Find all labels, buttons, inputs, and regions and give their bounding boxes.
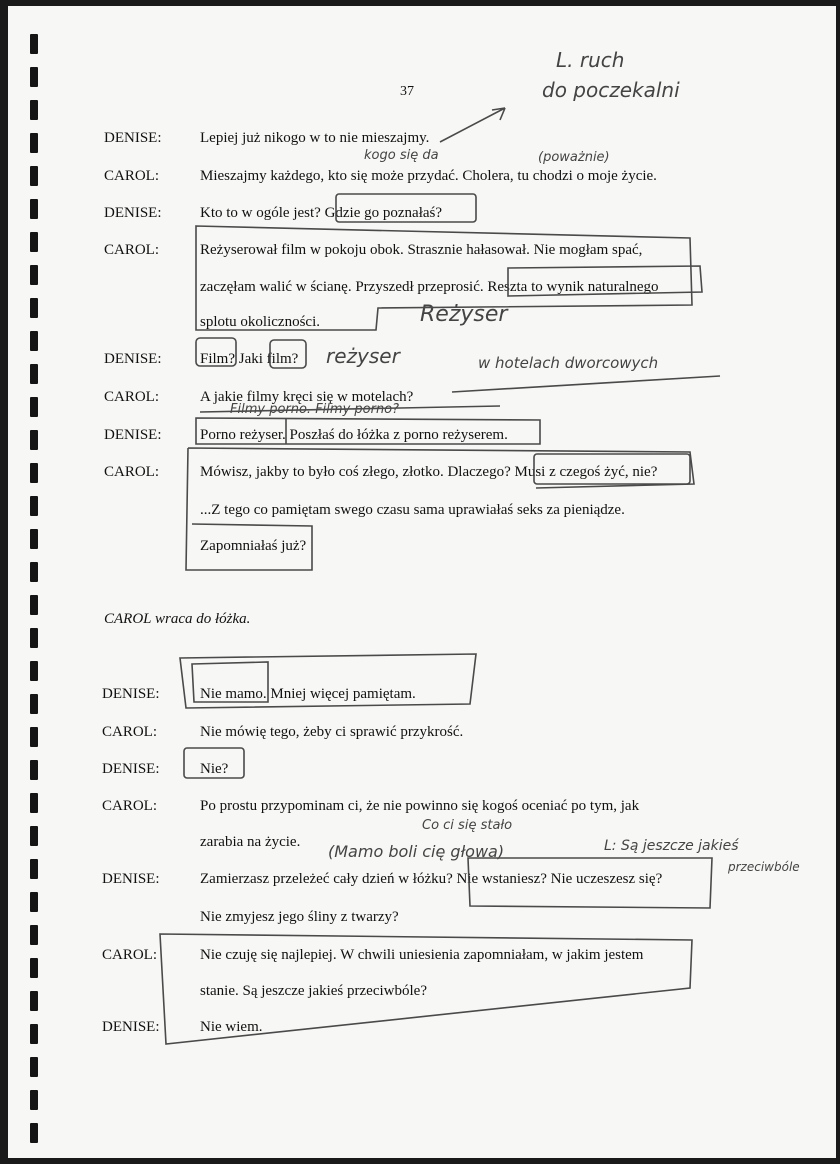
- handwritten-note: Filmy porno. Filmy porno?: [230, 402, 400, 417]
- binding-hole: [30, 1090, 38, 1110]
- dialogue-line: zaczęłam walić w ścianę. Przyszedł przeprosić. Reszta to wynik naturalnego: [200, 279, 659, 295]
- binding-hole: [30, 430, 38, 450]
- binding-hole: [30, 67, 38, 87]
- handwritten-note: Co ci się stało: [422, 818, 513, 833]
- handwritten-note: L: Są jeszcze jakieś: [604, 838, 739, 854]
- binding-hole: [30, 991, 38, 1011]
- speaker-label: DENISE:: [102, 761, 160, 777]
- binding-hole: [30, 166, 38, 186]
- speaker-label: CAROL:: [102, 724, 158, 740]
- dialogue-line: Nie?: [200, 761, 229, 777]
- binding-hole: [30, 694, 38, 714]
- speaker-label: CAROL:: [102, 947, 158, 963]
- binding-hole: [30, 100, 38, 120]
- binding-hole: [30, 364, 38, 384]
- dialogue-line: Nie wiem.: [200, 1019, 263, 1035]
- handwritten-note: Reżyser: [420, 302, 508, 327]
- dialogue-line: splotu okoliczności.: [200, 314, 320, 330]
- stage-direction: CAROL wraca do łóżka.: [104, 611, 251, 627]
- binding-holes: [30, 34, 40, 1154]
- binding-hole: [30, 463, 38, 483]
- binding-hole: [30, 826, 38, 846]
- binding-hole: [30, 760, 38, 780]
- handwritten-note: reżyser: [326, 344, 400, 368]
- dialogue-line: Nie zmyjesz jego śliny z twarzy?: [200, 909, 399, 925]
- speaker-label: DENISE:: [102, 686, 160, 702]
- binding-hole: [30, 727, 38, 747]
- dialogue-line: Zapomniałaś już?: [200, 538, 307, 554]
- speaker-label: CAROL:: [104, 242, 160, 258]
- script-page: [8, 6, 836, 1158]
- dialogue-line: ...Z tego co pamiętam swego czasu sama uprawiałaś seks za pieniądze.: [200, 502, 625, 518]
- binding-hole: [30, 133, 38, 153]
- dialogue-line: Reżyserował film w pokoju obok. Strasznie hałasował. Nie mogłam spać,: [200, 242, 643, 258]
- binding-hole: [30, 661, 38, 681]
- speaker-label: DENISE:: [104, 130, 162, 146]
- binding-hole: [30, 562, 38, 582]
- speaker-label: CAROL:: [102, 798, 158, 814]
- binding-hole: [30, 529, 38, 549]
- binding-hole: [30, 34, 38, 54]
- binding-hole: [30, 199, 38, 219]
- page-number: 37: [400, 84, 414, 99]
- binding-hole: [30, 859, 38, 879]
- dialogue-line: Lepiej już nikogo w to nie mieszajmy.: [200, 130, 430, 146]
- binding-hole: [30, 595, 38, 615]
- handwritten-note: L. ruch: [556, 48, 625, 72]
- handwritten-note: (Mamo boli cię głowa): [328, 842, 505, 861]
- binding-hole: [30, 1024, 38, 1044]
- handwritten-note: (poważnie): [538, 150, 610, 165]
- speaker-label: CAROL:: [104, 389, 160, 405]
- speaker-label: CAROL:: [104, 464, 160, 480]
- handwritten-note: kogo się da: [364, 148, 439, 163]
- handwritten-note: w hotelach dworcowych: [478, 354, 659, 372]
- dialogue-line: Mówisz, jakby to było coś złego, złotko. Dlaczego? Musi z czegoś żyć, nie?: [200, 464, 658, 480]
- dialogue-line: A jakie filmy kręci się w motelach?: [200, 389, 414, 405]
- dialogue-line: zarabia na życie.: [200, 834, 301, 850]
- binding-hole: [30, 397, 38, 417]
- dialogue-line: Zamierzasz przeleżeć cały dzień w łóżku? Nie wstaniesz? Nie uczeszesz się?: [200, 871, 663, 887]
- binding-hole: [30, 331, 38, 351]
- dialogue-line: Porno reżyser. Poszłaś do łóżka z porno reżyserem.: [200, 427, 508, 443]
- dialogue-line: Nie mówię tego, żeby ci sprawić przykrość.: [200, 724, 464, 740]
- handwritten-note: do poczekalni: [542, 78, 680, 102]
- binding-hole: [30, 958, 38, 978]
- speaker-label: CAROL:: [104, 168, 160, 184]
- dialogue-line: Po prostu przypominam ci, że nie powinno się kogoś oceniać po tym, jak: [200, 798, 640, 814]
- dialogue-line: Kto to w ogóle jest? Gdzie go poznałaś?: [200, 205, 443, 221]
- speaker-label: DENISE:: [102, 1019, 160, 1035]
- dialogue-line: Nie czuję się najlepiej. W chwili uniesienia zapomniałam, w jakim jestem: [200, 947, 644, 963]
- dialogue-line: Mieszajmy każdego, kto się może przydać. Cholera, tu chodzi o moje życie.: [200, 168, 657, 184]
- dialogue-line: stanie. Są jeszcze jakieś przeciwbóle?: [200, 983, 427, 999]
- binding-hole: [30, 232, 38, 252]
- dialogue-line: Nie mamo. Mniej więcej pamiętam.: [200, 686, 416, 702]
- handwritten-note: przeciwbóle: [728, 860, 800, 874]
- speaker-label: DENISE:: [104, 427, 162, 443]
- speaker-label: DENISE:: [104, 351, 162, 367]
- speaker-label: DENISE:: [102, 871, 160, 887]
- dialogue-line: Film? Jaki film?: [200, 351, 299, 367]
- binding-hole: [30, 925, 38, 945]
- binding-hole: [30, 892, 38, 912]
- binding-hole: [30, 1123, 38, 1143]
- binding-hole: [30, 628, 38, 648]
- binding-hole: [30, 496, 38, 516]
- binding-hole: [30, 793, 38, 813]
- binding-hole: [30, 298, 38, 318]
- binding-hole: [30, 1057, 38, 1077]
- speaker-label: DENISE:: [104, 205, 162, 221]
- binding-hole: [30, 265, 38, 285]
